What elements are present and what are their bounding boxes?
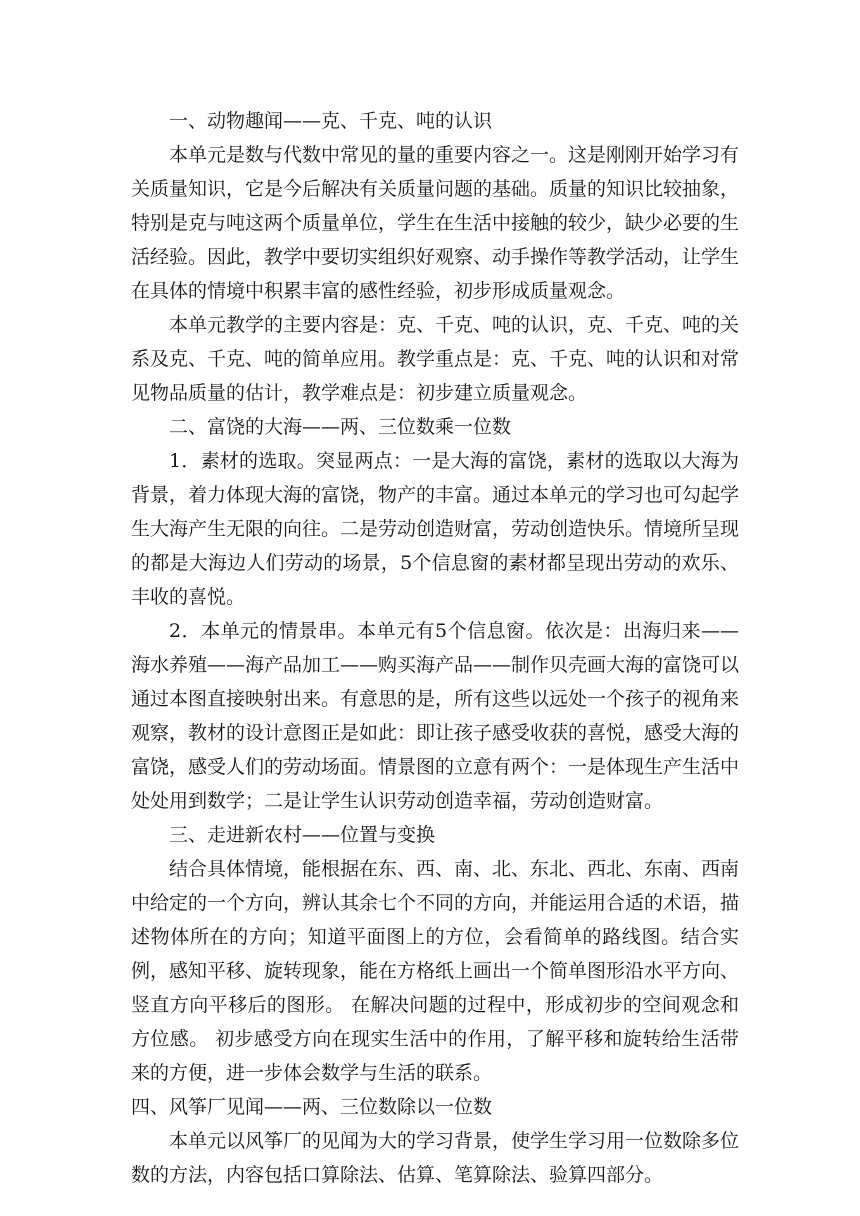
paragraph: 本单元以风筝厂的见闻为大的学习背景，使学生学习用一位数除多位数的方法，内容包括口算除法、估算、笔算除法、验算四部分。 (131, 1130, 740, 1186)
paragraph: 本单元是数与代数中常见的量的重要内容之一。这是刚刚开始学习有关质量知识，它是今后解决有关质量问题的基础。质量的知识比较抽象，特别是克与吨这两个质量单位，学生在生活中接触的较少，缺少必要的生活经验。因此，教学中要切实组织好观察、动手操作等教学活动，让学生在具体的情境中积累丰富的感性经验，初步形成质量观念。 (131, 144, 740, 302)
paragraph: 结合具体情境，能根据在东、西、南、北、东北、西北、东南、西南中给定的一个方向，辨认其余七个不同的方向，并能运用合适的术语，描述物体所在的方向；知道平面图上的方位，会看简单的路线图。结合实例，感知平移、旋转现象，能在方格纸上画出一个简单图形沿水平方向、竖直方向平移后的图形。 在解决问题的过程中，形成初步的空间观念和方位感。 初步感受方向在现实生活中的作用，了解平移和旋转给生活带来的方便，进一步体会数学与生活的联系。 (131, 858, 740, 1084)
paragraph: 本单元教学的主要内容是：克、千克、吨的认识，克、千克、吨的关系及克、千克、吨的简单应用。教学重点是：克、千克、吨的认识和对常见物品质量的估计，教学难点是：初步建立质量观念。 (131, 314, 740, 404)
section-heading-2: 二、富饶的大海——两、三位数乘一位数 (169, 416, 512, 438)
paragraph: 2．本单元的情景串。本单元有5个信息窗。依次是：出海归来——海水养殖——海产品加工——购买海产品——制作贝壳画大海的富饶可以通过本图直接映射出来。有意思的是，所有这些以远处一个孩子的视角来观察，教材的设计意图正是如此：即让孩子感受收获的喜悦，感受大海的富饶，感受人们的劳动场面。情景图的立意有两个：一是体现生产生活中处处用到数学；二是让学生认识劳动创造幸福，劳动创造财富。 (131, 620, 740, 812)
section-heading-4: 四、风筝厂见闻——两、三位数除以一位数 (131, 1096, 493, 1118)
section-heading-3: 三、走进新农村——位置与变换 (169, 824, 436, 846)
section-heading-1: 一、动物趣闻——克、千克、吨的认识 (169, 110, 493, 132)
paragraph: 1．素材的选取。突显两点：一是大海的富饶，素材的选取以大海为背景，着力体现大海的富饶，物产的丰富。通过本单元的学习也可勾起学生大海产生无限的向往。二是劳动创造财富，劳动创造快乐。情境所呈现的都是大海边人们劳动的场景，5个信息窗的素材都呈现出劳动的欢乐、丰收的喜悦。 (131, 450, 740, 608)
document-page (131, 104, 739, 1192)
